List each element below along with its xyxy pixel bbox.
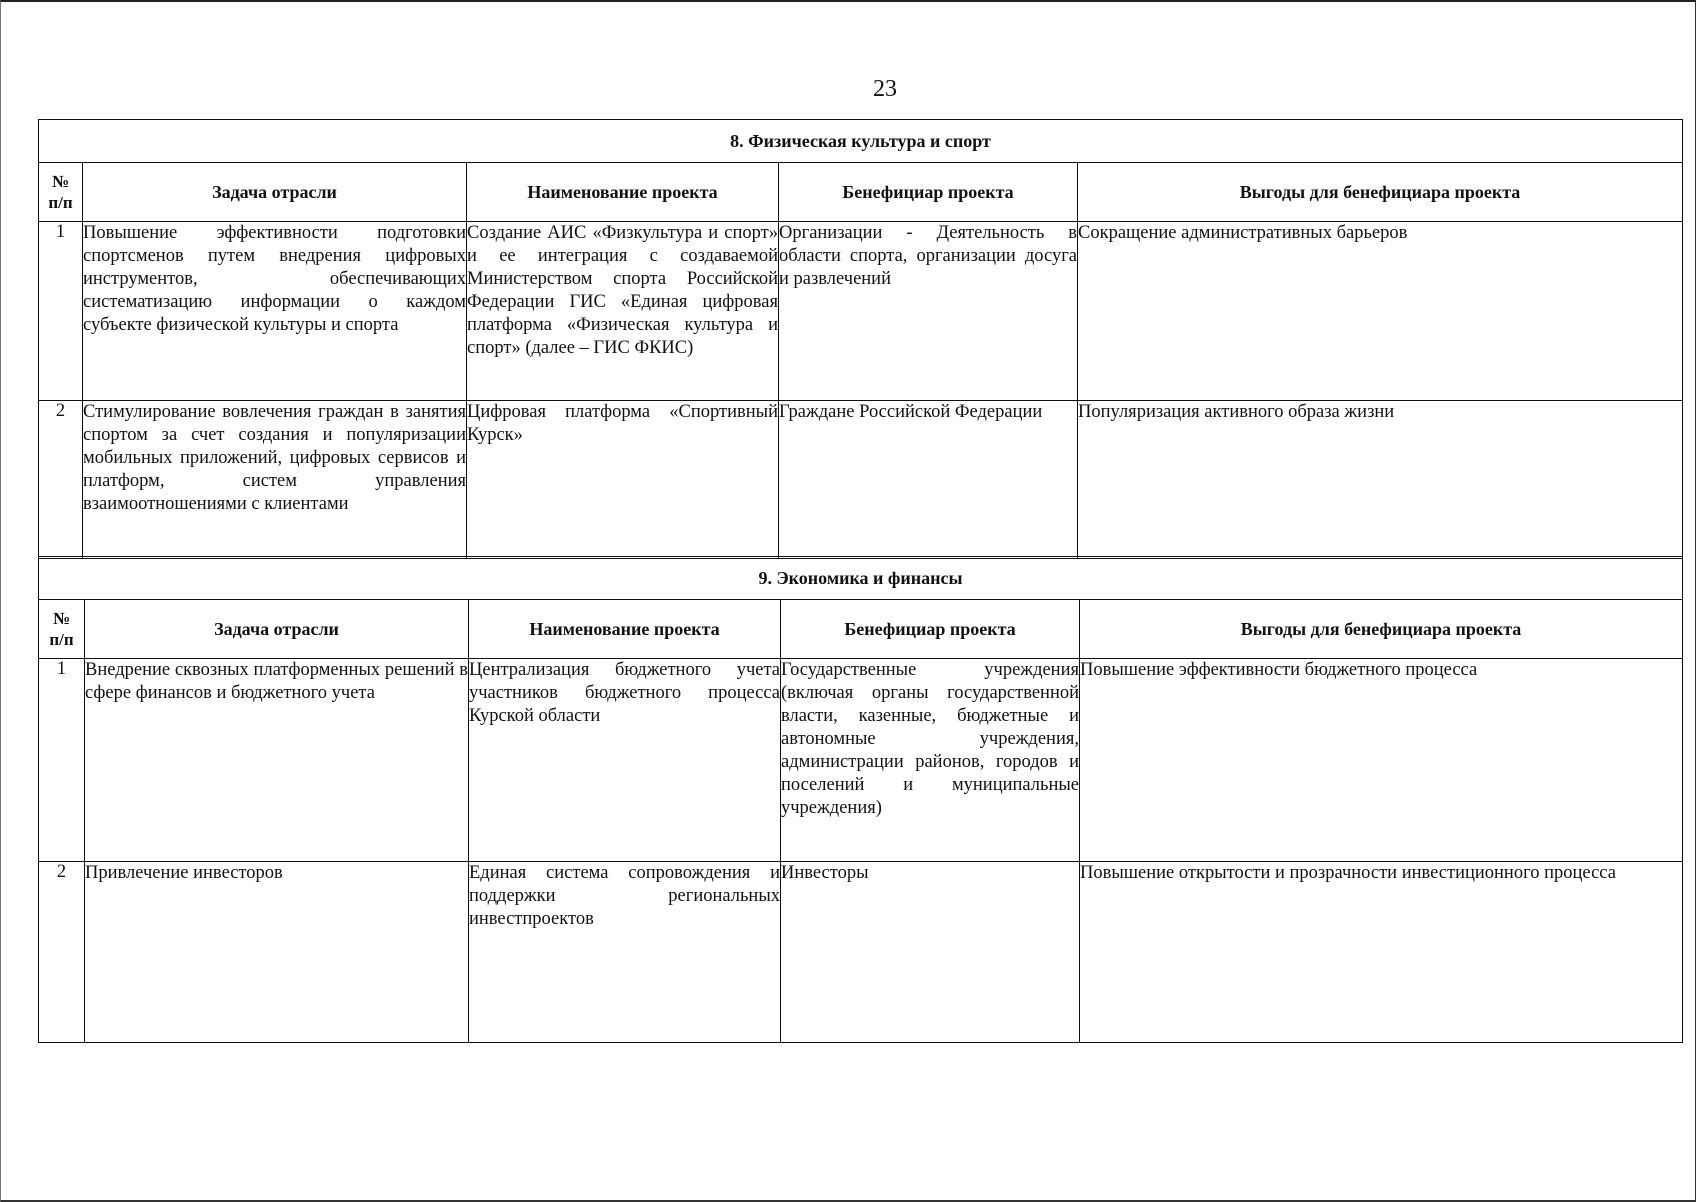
header-num-label: № п/п: [48, 171, 73, 212]
table-row: [39, 222, 1683, 401]
table-row: [39, 862, 1683, 1043]
section-table-sport: [38, 119, 1683, 559]
section-title: 8. Физическая культура и спорт: [39, 120, 1683, 163]
task-cell: Стимулирование вовлечения граждан в занятия спортом за счет создания и популяризации мобильных приложений, цифровых сервисов и платформ, систем управления взаимоотношениями с клиентами: [83, 401, 467, 559]
beneficiary-cell: Государственные учреждения (включая органы государственной власти, казенные, бюджетные и автономные учреждения, администрации районов, городов и поселений и муниципальные учреждения): [781, 659, 1080, 862]
header-benefits: Выгоды для бенефициара проекта: [1080, 600, 1683, 659]
page-number: 23: [873, 76, 897, 102]
benefits-cell: Популяризация активного образа жизни: [1078, 401, 1683, 559]
row-number: 2: [39, 862, 85, 1043]
header-num: [39, 163, 83, 222]
header-num: [39, 600, 85, 659]
project-cell: Единая система сопровождения и поддержки региональных инвестпроектов: [469, 862, 781, 1043]
benefits-cell: Повышение эффективности бюджетного процесса: [1080, 659, 1683, 862]
header-beneficiary: Бенефициар проекта: [781, 600, 1080, 659]
table-row: [39, 401, 1683, 559]
header-num-label: № п/п: [49, 608, 74, 649]
benefits-cell: Повышение открытости и прозрачности инвестиционного процесса: [1080, 862, 1683, 1043]
header-row: [39, 600, 1683, 659]
section-title: 9. Экономика и финансы: [39, 557, 1683, 600]
project-cell: Создание АИС «Физкультура и спорт» и ее интеграция с создаваемой Министерством спорта Российской Федерации ГИС «Единая цифровая платформа «Физическая культура и спорт» (далее – ГИС ФКИС): [467, 222, 779, 401]
section-title-row: [39, 120, 1683, 163]
beneficiary-cell: Граждане Российской Федерации: [779, 401, 1078, 559]
row-number: 2: [39, 401, 83, 559]
row-number: 1: [39, 222, 83, 401]
project-cell: Цифровая платформа «Спортивный Курск»: [467, 401, 779, 559]
row-number: 1: [39, 659, 85, 862]
benefits-cell: Сокращение административных барьеров: [1078, 222, 1683, 401]
header-task: Задача отрасли: [85, 600, 469, 659]
task-cell: Привлечение инвесторов: [85, 862, 469, 1043]
header-project: Наименование проекта: [467, 163, 779, 222]
task-cell: Повышение эффективности подготовки спортсменов путем внедрения цифровых инструментов, обеспечивающих систематизацию информации о каждом субъекте физической культуры и спорта: [83, 222, 467, 401]
table-row: [39, 659, 1683, 862]
section-title-row: [39, 557, 1683, 600]
beneficiary-cell: Инвесторы: [781, 862, 1080, 1043]
project-cell: Централизация бюджетного учета участников бюджетного процесса Курской области: [469, 659, 781, 862]
header-benefits: Выгоды для бенефициара проекта: [1078, 163, 1683, 222]
header-row: [39, 163, 1683, 222]
header-task: Задача отрасли: [83, 163, 467, 222]
section-table-economy: [38, 556, 1683, 1043]
header-project: Наименование проекта: [469, 600, 781, 659]
header-beneficiary: Бенефициар проекта: [779, 163, 1078, 222]
beneficiary-cell: Организации - Деятельность в области спорта, организации досуга и развлечений: [779, 222, 1078, 401]
task-cell: Внедрение сквозных платформенных решений в сфере финансов и бюджетного учета: [85, 659, 469, 862]
